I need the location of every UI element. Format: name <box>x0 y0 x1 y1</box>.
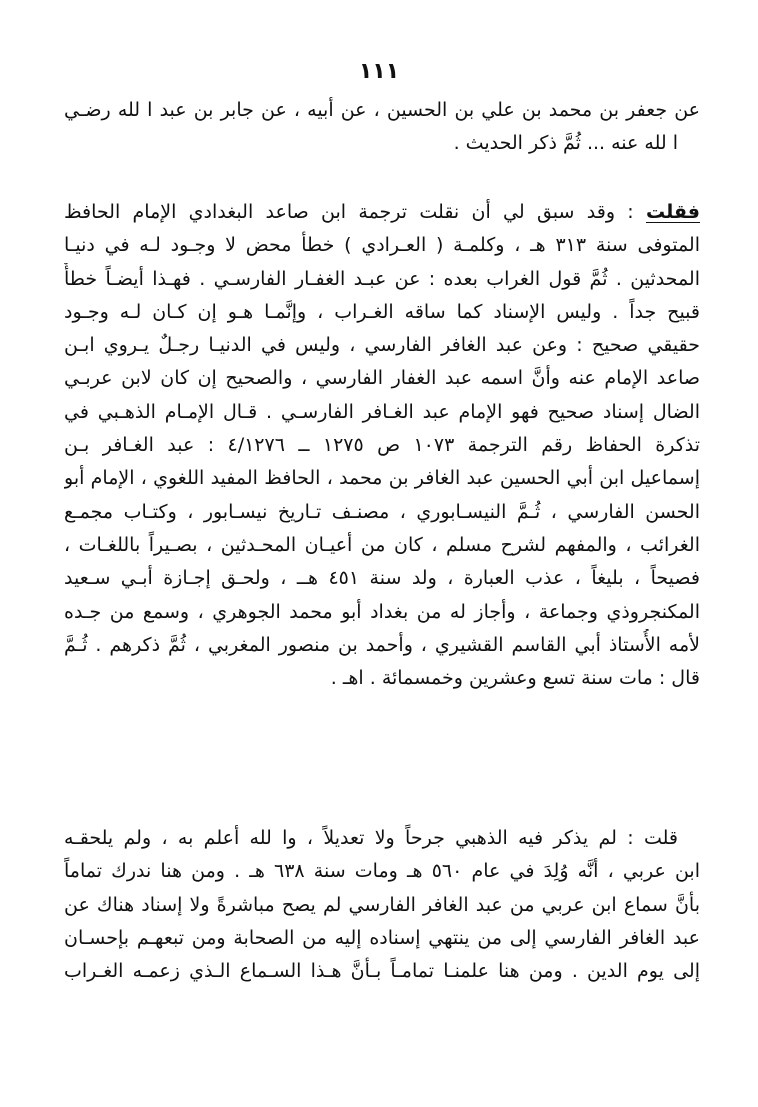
text-line: إسماعيل ابن أبي الحسين عبد الغافر بن محمد ، الحافظ المفيد اللغوي ، الإمام أبو <box>64 467 700 490</box>
text-line: المحدثين . ثُمَّ قول الغراب بعده : عن عبـد الغفـار الفارسـي . فهـذا أيضـاً خطأٌ <box>64 267 700 290</box>
text-line: ا لله عنه ... ثُمَّ ذكر الحديث . <box>453 132 678 155</box>
page-number: ١١١ <box>358 59 400 84</box>
text-line: صاعد الإمام عنه وأنَّ اسمه عبد الغفار الفارسي ، والصحيح إن كان لابن عربـي <box>64 367 700 390</box>
text-line: قال : مات سنة تسع وعشرين وخمسمائة . اهـ . <box>330 667 700 690</box>
text-line: عبد الغافر الفارسي إلى من ينتهي إسناده إليه من الصحابة ومن تبعهـم بإحسـان <box>64 926 700 949</box>
text-line: بأنَّ سماع ابن عربي من عبد الغافر الفارسي لم يصح مباشرةً ولا إسناد هناك عن <box>64 893 700 916</box>
text-line: الضال إسناد صحيح فهو الإمام عبد الغـافر الفارسـي . قـال الإمـام الذهـبي في <box>64 400 700 423</box>
text-line: لأمه الأُستاذ أبي القاسم القشيري ، وأحمد بن منصور المغربي ، ثُمَّ ذكرهم . ثُـمَّ <box>64 633 700 656</box>
text-line: عن جعفر بن محمد بن علي بن الحسين ، عن أبيه ، عن جابر بن عبد ا لله رضـي <box>64 99 700 121</box>
paragraph-1 <box>64 94 700 161</box>
text-line <box>64 196 700 229</box>
text-line: الحسن الفارسي ، ثُـمَّ النيسـابوري ، مصنـف تـاريخ نيسـابور ، وكتـاب مجمـع <box>64 500 700 523</box>
text-line: قلت : لم يذكر فيه الذهبي جرحاً ولا تعديلاً ، وا لله أعلم به ، ولم يلحقـه <box>64 827 678 849</box>
text-line: قبيح جداً . وليس الإسناد كما ساقه الغـراب ، وإنَّمـا هـو إن كـان لـه وجـود <box>64 300 700 323</box>
text-line: إلى يوم الدين . ومن هنا علمنـا تمامـاً بـأنَّ هـذا السـماع الـذي زعمـه الغـراب <box>64 960 700 983</box>
paragraph-3 <box>64 822 700 988</box>
text-line: المكنجروذي وجماعة ، وأجاز له من بغداد أبو محمد الجوهري ، وسمع من جـده <box>64 600 700 623</box>
paragraph-2 <box>64 196 700 695</box>
text-line: المتوفى سنة ٣١٣ هـ ، وكلمـة ( العـرادي ) خطأ محض لا وجـود لـه في دنيـا <box>64 234 700 257</box>
text-line-rest: : وقد سبق لي أن نقلت ترجمة ابن صاعد البغدادي الإمام الحافظ <box>64 201 646 223</box>
paragraph-lead-word: فقلت <box>646 201 700 223</box>
text-line: ابن عربي ، أنَّه وُلِدَ في عام ٥٦٠ هـ ومات سنة ٦٣٨ هـ . ومن هنا ندرك تماماً <box>64 860 700 883</box>
text-line: الغرائب ، والمفهم لشرح مسلم ، كان من أعيـان المحـدثين ، بصـيراً باللغـات ، <box>64 533 700 556</box>
text-line: فصيحاً ، بليغاً ، عذب العبارة ، ولد سنة ٤٥١ هــ ، ولحـق إجـازة أبـي سـعيد <box>64 567 700 590</box>
text-line: تذكرة الحفاظ رقم الترجمة ١٠٧٣ ص ١٢٧٥ ــ ٤/١٢٧٦ : عبد الغـافر بـن <box>64 434 700 457</box>
text-line: حقيقي صحيح : وعن عبد الغافر الفارسي ، وليس في الدنيـا رجـلٌ يـروي ابـن <box>64 334 700 357</box>
